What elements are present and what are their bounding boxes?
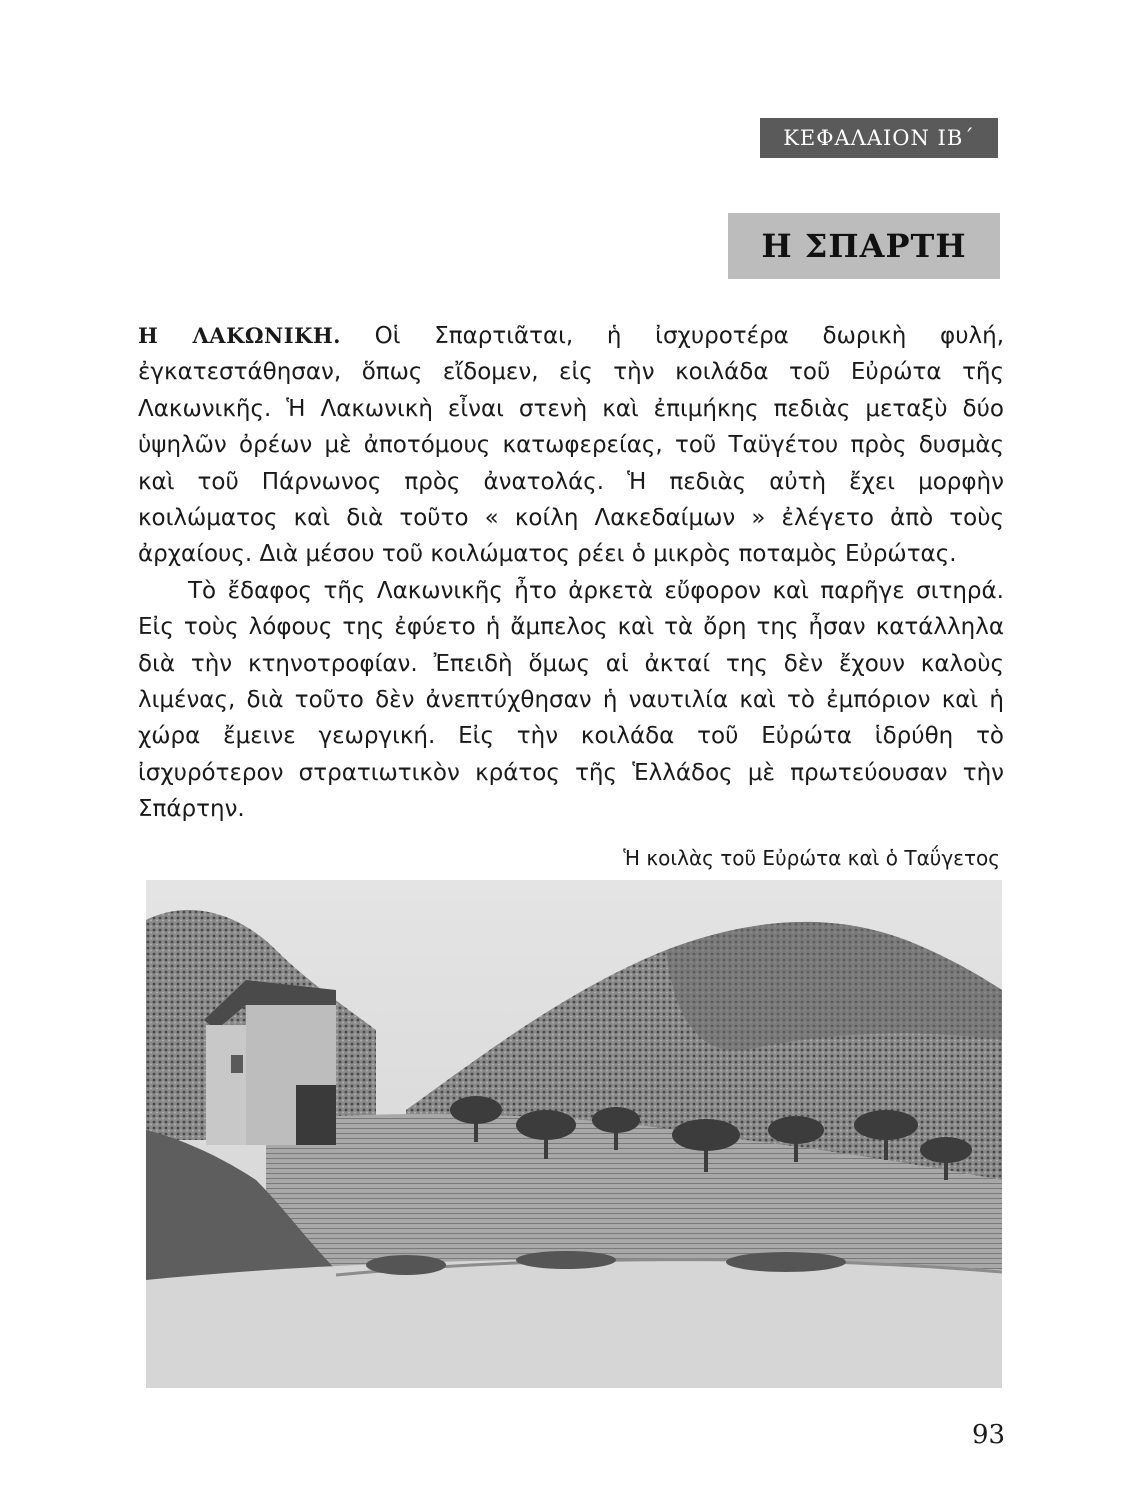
chapter-label: ΚΕΦΑΛΑΙΟΝ ΙΒ΄ bbox=[760, 118, 998, 158]
section-heading: Η ΛΑΚΩΝΙΚΗ. bbox=[138, 323, 341, 348]
paragraph-1-text: Οἱ Σπαρτιᾶται, ἡ ἰσχυροτέρα δωρικὴ φυλή, ἐγκατεστάθησαν, ὅπως εἴδομεν, εἰς τὴν κοιλάδα τοῦ Εὐρώτα τῆς Λακωνικῆς. Ἡ Λακωνικὴ εἶναι στενὴ καὶ ἐπιμήκης πεδιὰς μεταξὺ δύο ὑψηλῶν ὀρέων μὲ ἀποτόμους κατωφερείας, τοῦ Ταϋγέτου πρὸς δυσμὰς καὶ τοῦ Πάρνωνος πρὸς ἀνατολάς. Ἡ πεδιὰς αὐτὴ ἔχει μορφὴν κοιλώματος καὶ διὰ τοῦτο « κοίλη Λακεδαίμων » ἐλέγετο ἀπὸ τοὺς ἀρχαίους. Διὰ μέσου τοῦ κοιλώματος ρέει ὁ μικρὸς ποταμὸς Εὐρώτας. bbox=[138, 323, 1005, 568]
landscape-photo bbox=[146, 880, 1002, 1388]
photo-caption: Ἡ κοιλὰς τοῦ Εὐρώτα καὶ ὁ Ταΰγετος bbox=[623, 846, 1000, 870]
road bbox=[146, 1259, 1002, 1388]
stone-house bbox=[204, 980, 336, 1145]
paragraph-1 bbox=[138, 318, 1004, 573]
landscape-illustration bbox=[146, 880, 1002, 1388]
paragraph-2: Τὸ ἔδαφος τῆς Λακωνικῆς ἦτο ἀρκετὰ εὔφορον καὶ παρῆγε σιτηρά. Εἰς τοὺς λόφους της ἐφύετο ἡ ἄμπελος καὶ τὰ ὄρη της ἦσαν κατάλληλα διὰ τὴν κτηνοτροφίαν. Ἐπειδὴ ὅμως αἱ ἀκταί της δὲν ἔχουν καλοὺς λιμένας, διὰ τοῦτο δὲν ἀνεπτύχθησαν ἡ ναυτιλία καὶ τὸ ἐμπόριον καὶ ἡ χώρα ἔμεινε γεωργική. Εἰς τὴν κοιλάδα τοῦ Εὐρώτα ἱδρύθη τὸ ἰσχυρότερον στρατιωτικὸν κράτος τῆς Ἑλλάδος μὲ πρωτεύουσαν τὴν Σπάρτην. bbox=[138, 577, 1004, 823]
page-number: 93 bbox=[972, 1420, 1006, 1450]
chapter-title: Η ΣΠΑΡΤΗ bbox=[728, 213, 1000, 279]
body-text bbox=[138, 318, 1004, 828]
